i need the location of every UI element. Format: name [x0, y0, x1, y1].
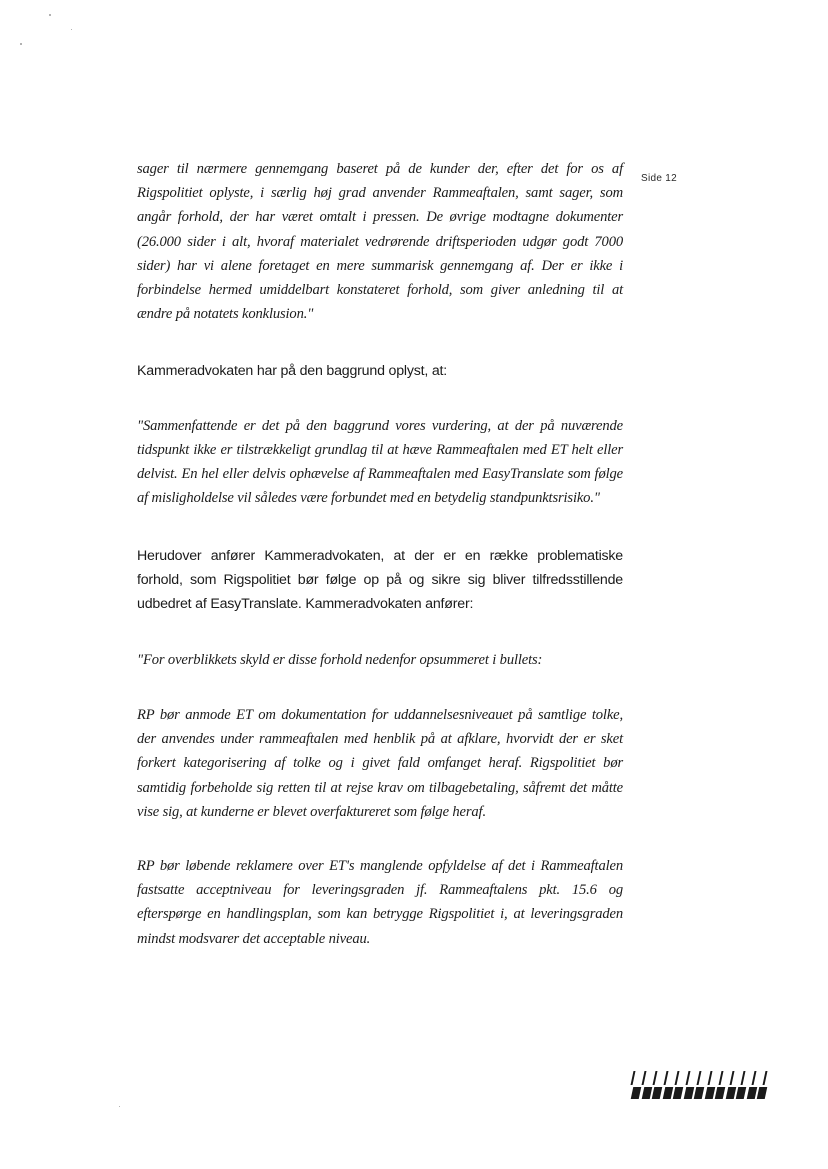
document-barcode	[632, 1071, 766, 1099]
document-body	[137, 157, 623, 951]
quoted-paragraph: "For overblikkets skyld er disse forhold nedenfor opsummeret i bullets:	[137, 651, 543, 668]
body-paragraph: Kammeradvokaten har på den baggrund oplyst, at:	[137, 363, 448, 380]
scan-speck	[119, 1106, 120, 1107]
quoted-paragraph: sager til nærmere gennemgang baseret på de kunder der, efter det for os af Rigspolitiet oplyste, i særlig høj grad anvender Rammeaftalen, samt sager, som angår forhold, der har været omtalt i pressen. De øvrige modtagne dokumenter (26.000 sider i alt, hvoraf materialet vedrørende driftsperioden udgør godt 7000 sider) har vi alene foretaget en mere summarisk gennemgang af. Der er ikke i forbindelse hermed umiddelbart konstateret forhold, som giver anledning til at ændre på notatets konklusion."	[137, 161, 623, 323]
body-paragraph: Herudover anfører Kammeradvokaten, at der er en række problematiske forhold, som Rigspolitiet bør følge op på og sikre sig bliver tilfredsstillende udbedret af EasyTranslate. Kammeradvokaten anfører:	[137, 547, 623, 613]
scan-speck	[20, 43, 22, 45]
quoted-paragraph: "Sammenfattende er det på den baggrund vores vurdering, at der på nuværende tidspunkt ikke er tilstrækkeligt grundlag til at hæve Rammeaftalen med ET helt eller delvist. En hel eller delvis ophævelse af Rammeaftalen med EasyTranslate som følge af misligholdelse vil således være forbundet med en betydelig standpunktsrisiko."	[137, 417, 623, 507]
scan-speck	[71, 29, 72, 30]
page-number: Side 12	[641, 173, 678, 184]
quoted-bullet-paragraph: RP bør løbende reklamere over ET's manglende opfyldelse af det i Rammeaftalen fastsatte acceptniveau for leveringsgraden jf. Rammeaftalens pkt. 15.6 og efterspørge en handlingsplan, som kan betrygge Rigspolitiet i, at leveringsgraden mindst modsvarer det acceptable niveau.	[137, 858, 623, 947]
scan-speck	[49, 14, 51, 16]
quoted-bullet-paragraph: RP bør anmode ET om dokumentation for uddannelsesniveauet på samtlige tolke, der anvendes under rammeaftalen med henblik på at afklare, hvorvidt der er sket forkert kategorisering af tolke og i givet fald omfanget heraf. Rigspolitiet bør samtidig forbeholde sig retten til at rejse krav om tilbagebetaling, såfremt det måtte vise sig, at kunderne er blevet overfaktureret som følge heraf.	[137, 707, 623, 820]
